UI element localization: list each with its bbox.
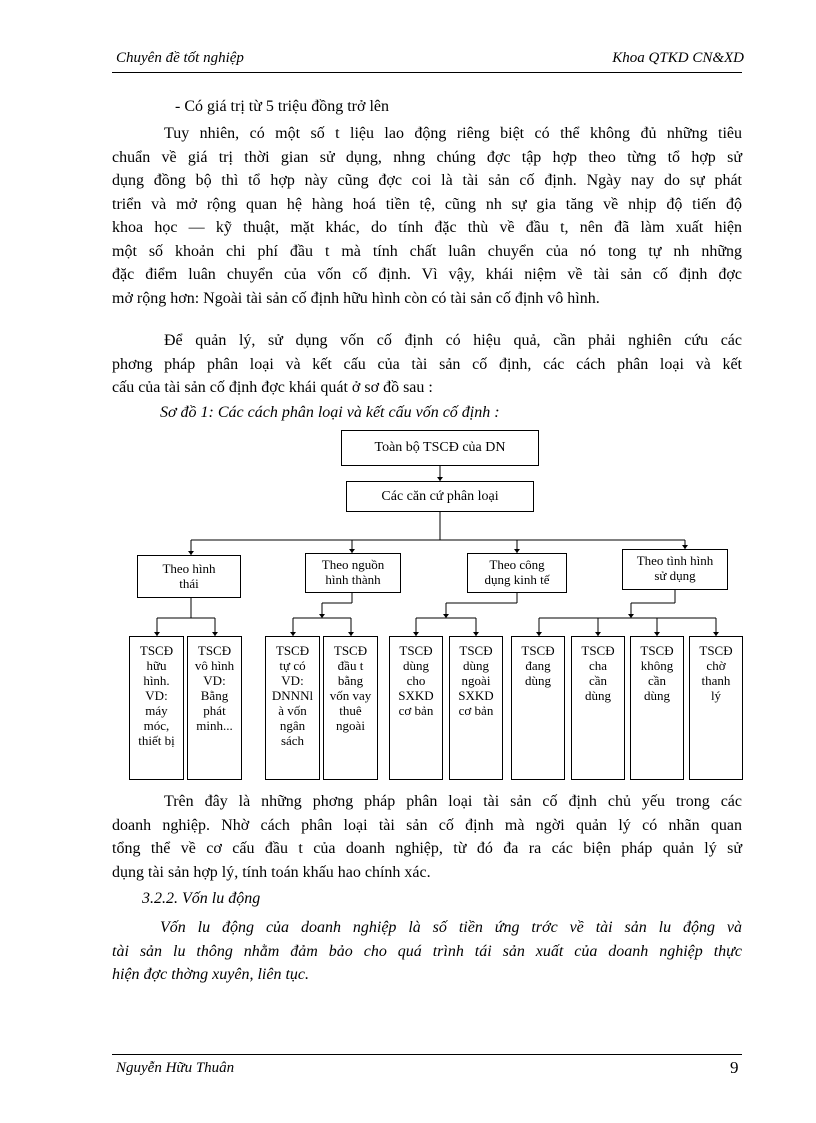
paragraph-line: hiện đợc thờng xuyên, liên tục. [112, 966, 310, 983]
leaf-line: cần [647, 673, 667, 688]
leaf-line: chờ [706, 658, 726, 673]
paragraph-line: cấu của tài sản cố định đợc khái quát ở sơ đồ sau : [112, 379, 433, 396]
leaf-line: đầu t [337, 658, 364, 673]
leaf-line: TSCĐ [521, 643, 555, 658]
leaf-line: TSCĐ [581, 643, 615, 658]
leaf-line: minh... [196, 718, 233, 733]
leaf-line: TSCĐ [699, 643, 733, 658]
leaf-line: móc, [143, 718, 170, 733]
leaf-box [389, 636, 443, 780]
leaf-line: cơ bản [398, 703, 434, 718]
leaf-line: thiết bị [138, 733, 175, 748]
leaf-box [689, 636, 743, 780]
leaf-line: VD: [203, 673, 226, 688]
leaf-line: VD: [281, 673, 304, 688]
paragraph-line: chuẩn về giá trị thời gian sử dụng, nhng chúng đợc tập hợp theo từng tổ hợp sử [112, 148, 742, 166]
leaf-line: dùng [403, 658, 429, 673]
footer-author: Nguyễn Hữu Thuân [116, 1060, 235, 1076]
paragraph-line: triển và mở rộng quan hệ hàng hoá tiền tệ, cũng nh sự gia tăng về nhịp độ tiến độ [112, 195, 742, 213]
group-label: dụng kinh tế [484, 572, 550, 587]
leaf-line: tự có [279, 658, 306, 673]
leaf-box [511, 636, 565, 780]
leaf-line: ngoài [336, 718, 365, 733]
paragraph-line: đặc điểm luân chuyển của vốn cố định. Vì vậy, khái niệm về tài sản cố định đợc [112, 266, 742, 283]
leaf-line: ngân [279, 718, 306, 733]
group-box-form [137, 555, 241, 598]
bullet-line: - Có giá trị từ 5 triệu đồng trở lên [175, 98, 389, 115]
group-label: thái [179, 576, 199, 591]
paragraph-line: khoa học — kỹ thuật, mặt khác, do tính đặc thù về đầu t, nên đã làm xuất hiện [112, 219, 742, 236]
section-heading: 3.2.2. Vốn lu động [142, 890, 261, 907]
paragraph-line: dụng đồng bộ thì tổ hợp này cũng đợc coi là tài sản cố định. Ngày nay do sự phát [112, 172, 742, 189]
leaf-box [265, 636, 320, 780]
paragraph-4 [112, 916, 742, 987]
leaf-line: cần [588, 673, 608, 688]
leaf-line: cha [588, 658, 608, 673]
group-label: Theo hình [162, 561, 216, 576]
root-box: Toàn bộ TSCĐ của DN [341, 430, 539, 466]
leaf-line: SXKD [398, 688, 434, 703]
leaf-line: TSCĐ [333, 643, 368, 658]
group-box-usage [467, 553, 567, 593]
leaf-line: dùng [525, 673, 551, 688]
leaf-line: TSCĐ [399, 643, 433, 658]
group-box-source [305, 553, 401, 593]
leaf-box [187, 636, 242, 780]
paragraph-line: phơng pháp phân loại và kết cấu của tài sản cố định, các cách phân loại và kết [112, 355, 742, 373]
leaf-line: hữu [146, 658, 167, 673]
leaf-line: SXKD [458, 688, 494, 703]
leaf-line: lý [710, 688, 722, 703]
leaf-line: ngoài [461, 673, 491, 688]
leaf-line: VD: [145, 688, 168, 703]
leaf-line: DNNNl [271, 688, 314, 703]
page-number: 9 [730, 1058, 739, 1077]
paragraph-line: mở rộng hơn: Ngoài tài sản cố định hữu hình còn có tài sản cố định vô hình. [112, 289, 600, 307]
leaf-line: Bằng [200, 688, 229, 703]
leaf-line: à vốn [278, 703, 307, 718]
leaf-box [449, 636, 503, 780]
group-box-status [622, 549, 728, 590]
leaf-line: sách [280, 733, 305, 748]
leaf-line: TSCĐ [139, 643, 174, 658]
group-label: Theo nguồn [321, 557, 385, 572]
leaf-line: máy [145, 703, 168, 718]
leaf-line: không [640, 658, 674, 673]
diagram-caption: Sơ đồ 1: Các cách phân loại và kết cấu vốn cố định : [160, 404, 500, 421]
leaf-box [129, 636, 184, 780]
group-label: hình thành [325, 572, 381, 587]
leaf-box [323, 636, 378, 780]
leaf-line: dùng [463, 658, 489, 673]
leaf-line: hình. [143, 673, 170, 688]
leaf-line: bằng [337, 673, 364, 688]
paragraph-line: Vốn lu động của doanh nghiệp là số tiền ứng trớc về tài sản lu động và [160, 919, 742, 936]
header-right: Khoa QTKD CN&XD [612, 50, 744, 66]
leaf-line: cho [406, 673, 426, 688]
leaf-line: đang [525, 658, 551, 673]
paragraph-line: Tuy nhiên, có một số t liệu lao động riêng biệt có thể không đủ những tiêu [164, 125, 742, 142]
group-label: sử dụng [654, 568, 696, 583]
leaf-line: dùng [585, 688, 611, 703]
leaf-box [571, 636, 625, 780]
paragraph-3 [112, 790, 742, 884]
leaf-box [630, 636, 684, 780]
leaf-line: TSCĐ [197, 643, 232, 658]
leaf-line: TSCĐ [640, 643, 674, 658]
paragraph-line: doanh nghiệp. Nhờ cách phân loại tài sản cố định mà ngời quản lý có nhãn quan [112, 816, 742, 834]
group-label: Theo công [489, 557, 545, 572]
leaf-line: dùng [644, 688, 670, 703]
leaf-line: TSCĐ [459, 643, 493, 658]
leaf-line: thuê [339, 703, 362, 718]
paragraph-line: dụng tài sản hợp lý, tính toán khấu hao chính xác. [112, 863, 431, 881]
paragraph-line: Trên đây là những phơng pháp phân loại tài sản cố định chủ yếu trong các [164, 793, 742, 810]
footer-rule [112, 1054, 742, 1055]
leaf-line: cơ bản [458, 703, 494, 718]
paragraph-line: Để quản lý, sử dụng vốn cố định có hiệu quả, cần phải nghiên cứu các [164, 332, 742, 349]
basis-box: Các căn cứ phân loại [346, 481, 534, 512]
leaf-line: TSCĐ [275, 643, 310, 658]
header-left: Chuyên đề tốt nghiệp [116, 50, 244, 66]
paragraph-line: tổng thể về cơ cấu đầu t của doanh nghiệp, từ đó đa ra các biện pháp quản lý sử [112, 840, 742, 857]
paragraph-line: tài sản lu thông nhằm đảm bảo cho quá trình tái sản xuất của doanh nghiệp thực [112, 942, 742, 960]
leaf-line: thanh [701, 673, 731, 688]
leaf-line: phát [203, 703, 226, 718]
paragraph-line: một số khoản chi phí đầu t mà tính chất luân chuyển của nó tong tự nh những [112, 242, 742, 260]
leaf-line: vô hình [194, 658, 235, 673]
leaf-line: vốn vay [329, 688, 372, 703]
group-label: Theo tình hình [636, 553, 714, 568]
